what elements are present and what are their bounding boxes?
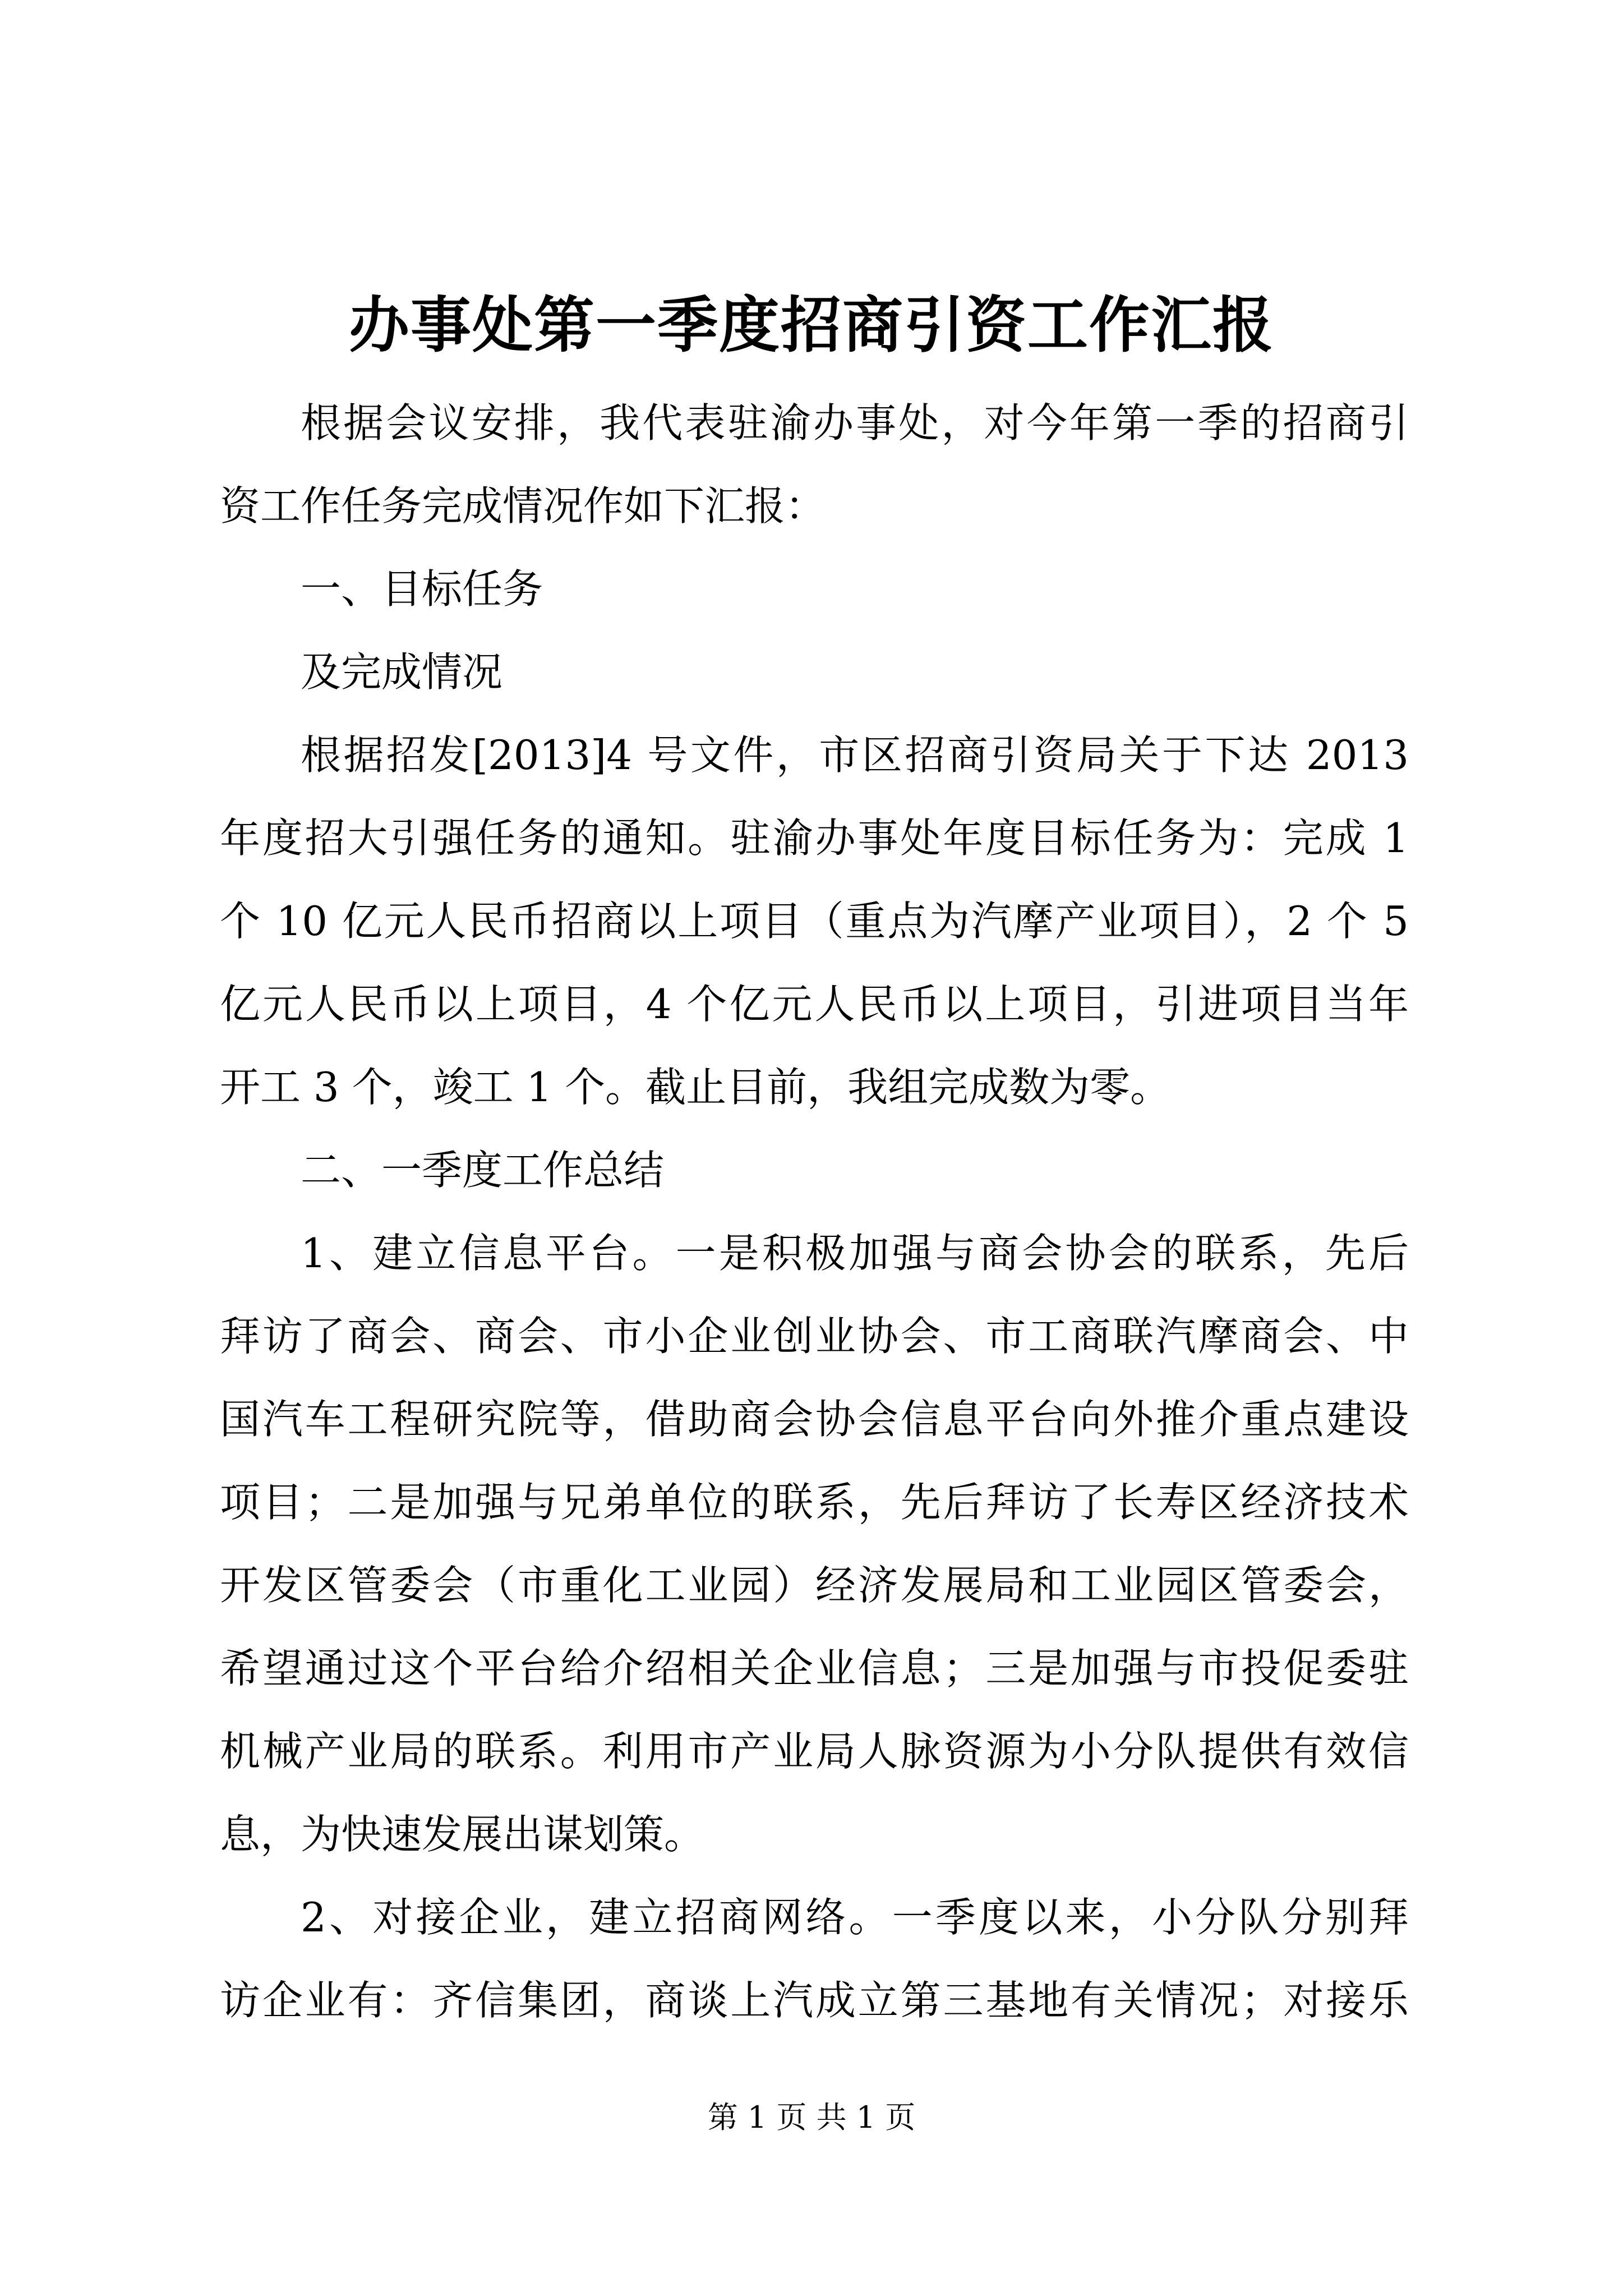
paragraph-line: 访企业有：齐信集团，商谈上汽成立第三基地有关情况；对接乐 bbox=[220, 1977, 1409, 2024]
section-heading: 二、一季度工作总结 bbox=[301, 1147, 665, 1194]
paragraph-line: 资工作任务完成情况作如下汇报： bbox=[220, 482, 826, 530]
section-heading: 一、目标任务 bbox=[301, 565, 543, 613]
paragraph-line: 开工 3 个，竣工 1 个。截止目前，我组完成数为零。 bbox=[220, 1064, 1171, 1111]
paragraph-line: 个 10 亿元人民币招商以上项目（重点为汽摩产业项目），2 个 5 bbox=[220, 898, 1409, 945]
paragraph-line: 年度招大引强任务的通知。驻渝办事处年度目标任务为：完成 1 bbox=[220, 815, 1409, 862]
paragraph-line: 息，为快速发展出谋划策。 bbox=[220, 1811, 705, 1858]
paragraph-line: 2、对接企业，建立招商网络。一季度以来，小分队分别拜 bbox=[301, 1894, 1409, 1941]
paragraph-line: 1、建立信息平台。一是积极加强与商会协会的联系，先后 bbox=[301, 1230, 1409, 1277]
paragraph-line: 国汽车工程研究院等，借助商会协会信息平台向外推介重点建设 bbox=[220, 1396, 1409, 1443]
paragraph-line: 希望通过这个平台给介绍相关企业信息；三是加强与市投促委驻 bbox=[220, 1645, 1409, 1692]
paragraph-line: 拜访了商会、商会、市小企业创业协会、市工商联汽摩商会、中 bbox=[220, 1313, 1409, 1360]
paragraph-line: 亿元人民币以上项目，4 个亿元人民币以上项目，引进项目当年 bbox=[220, 981, 1409, 1028]
document-body bbox=[220, 381, 1409, 2042]
paragraph-line: 开发区管委会（市重化工业园）经济发展局和工业园区管委会， bbox=[220, 1562, 1409, 1609]
paragraph-line: 项目；二是加强与兄弟单位的联系，先后拜访了长寿区经济技术 bbox=[220, 1479, 1409, 1526]
document-title: 办事处第一季度招商引资工作汇报 bbox=[348, 290, 1274, 361]
page-number: 第 1 页 共 1 页 bbox=[707, 2100, 916, 2135]
section-heading-continuation: 及完成情况 bbox=[301, 648, 503, 696]
paragraph-line: 根据会议安排，我代表驻渝办事处，对今年第一季的招商引 bbox=[301, 399, 1409, 447]
paragraph-line: 机械产业局的联系。利用市产业局人脉资源为小分队提供有效信 bbox=[220, 1728, 1409, 1775]
paragraph-line: 根据招发[2013]4 号文件，市区招商引资局关于下达 2013 bbox=[301, 731, 1409, 779]
